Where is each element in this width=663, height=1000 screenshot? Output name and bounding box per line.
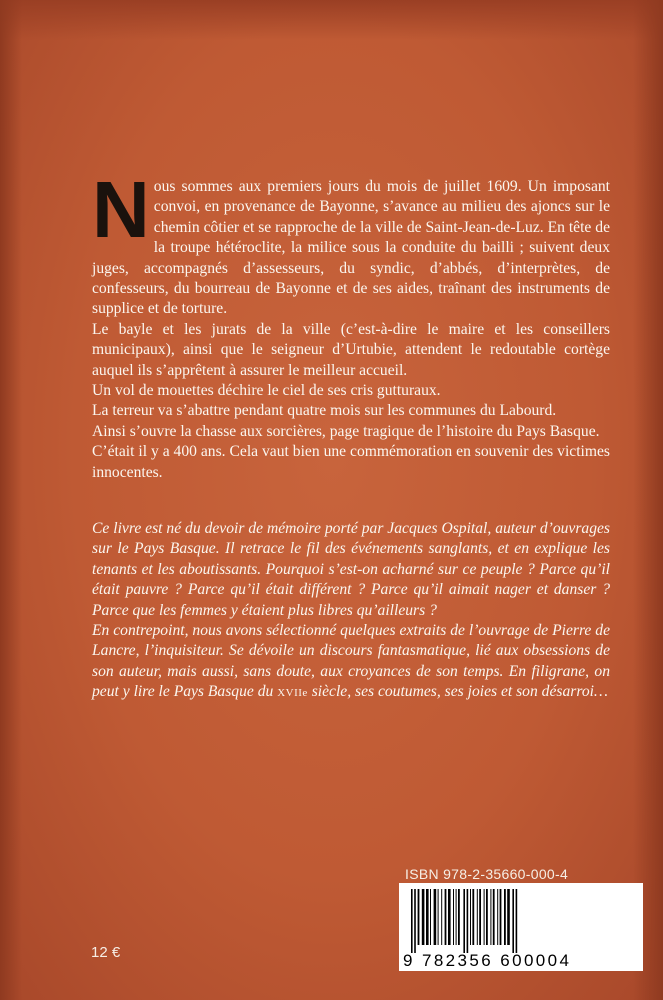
barcode-bar — [470, 889, 471, 945]
barcode-bar — [418, 889, 420, 945]
barcode-bar — [486, 889, 488, 945]
drop-cap-letter: N — [92, 165, 148, 254]
barcode — [399, 883, 643, 971]
barcode-bar — [411, 889, 413, 953]
page-shadow-left — [0, 0, 22, 1000]
barcode-bar — [453, 889, 454, 945]
century-label: XVIIe — [277, 687, 308, 700]
barcode-bar — [490, 889, 491, 945]
summary-text: siècle, ses coutumes, ses joies et son désarroi… — [307, 683, 608, 701]
barcode-bar — [441, 889, 442, 945]
barcode-bar — [512, 889, 514, 953]
blurb-paragraph: Ainsi s’ouvre la chasse aux sorcières, page tragique de l’histoire du Pays Basque. — [92, 422, 600, 440]
barcode-bar — [414, 889, 416, 953]
book-summary — [92, 519, 610, 704]
barcode-digits: 9 782356 600004 — [403, 951, 572, 970]
page-shadow-top — [0, 0, 663, 40]
barcode-bar — [445, 889, 447, 945]
barcode-bar — [463, 889, 465, 953]
barcode-bar — [448, 889, 451, 945]
blurb-paragraph: La terreur va s’abattre pendant quatre mois sur les communes du Labourd. — [92, 402, 557, 420]
blurb-paragraph: C’était il y a 400 ans. Cela vaut bien une commémoration en souvenir des victimes innocentes. — [92, 443, 610, 481]
back-cover-blurb — [92, 165, 610, 483]
price-label: 12 € — [91, 944, 121, 961]
barcode-bar — [422, 889, 425, 945]
barcode-bar — [456, 889, 457, 945]
barcode-bar — [497, 889, 498, 945]
page-shadow-right — [633, 0, 663, 1000]
barcode-bar — [479, 889, 481, 945]
blurb-paragraph: ous sommes aux premiers jours du mois de juillet 1609. Un imposant convoi, en provenance de Bayonne, s’avance au milieu des ajoncs sur le chemin côtier et se rapproche de la ville de Saint-Jean-de-Luz. En tête de la troupe hétéroclite, la milice sous la conduite du bailli ; suivent deux juges, accompagnés d’assesseurs, du syndic, d’abbés, d’interprètes, de confesseurs, du bourreau de Bayonne et de ses aides, traînant des instruments de supplice et de torture. — [92, 178, 610, 318]
summary-paragraph: Ce livre est né du devoir de mémoire porté par Jacques Ospital, auteur d’ouvrages sur le Pays Basque. Il retrace le fil des événements sanglants, et en explique les tenants et les aboutissants. Pourquoi s’est-on acharné sur ce peuple ? Parce qu’il était pauvre ? Parce qu’il était différent ? Parce qu’il aimait nager et danser ? Parce que les femmes y étaient plus libres qu’ailleurs ? — [92, 520, 610, 619]
barcode-bar — [507, 889, 510, 945]
barcode-bar — [458, 889, 460, 945]
barcode-bar — [484, 889, 485, 945]
barcode-bar — [500, 889, 502, 945]
barcode-bars — [409, 889, 633, 953]
blurb-paragraph: Un vol de mouettes déchire le ciel de ses cris gutturaux. — [92, 382, 441, 400]
barcode-bar — [477, 889, 478, 945]
summary-text: En contrepoint, nous avons sélectionné quelques extraits de l’ouvrage de Pierre de Lancre, l’inquisiteur. Se dévoile un discours fantasmatique, lié aux obsessions de son auteur, mais aussi, sans doute, aux croyances de son temps. En filigrane, on peut y lire le Pays Basque du — [92, 622, 610, 701]
barcode-bar — [516, 889, 518, 953]
barcode-bar — [504, 889, 506, 945]
barcode-bar — [426, 889, 429, 945]
isbn-number: ISBN 978-2-35660-000-4 — [405, 866, 569, 882]
summary-paragraph — [92, 621, 610, 704]
barcode-bar — [438, 889, 439, 945]
barcode-bar — [434, 889, 437, 945]
barcode-bar — [430, 889, 431, 945]
barcode-bar — [493, 889, 495, 945]
barcode-bar — [472, 889, 474, 945]
barcode-bar — [467, 889, 469, 953]
blurb-paragraph: Le bayle et les jurats de la ville (c’est-à-dire le maire et les conseillers municipaux), ainsi que le seigneur d’Urtubie, attendent le redoutable cortège auquel ils s’apprêtent à assurer le meilleur accueil. — [92, 320, 610, 379]
